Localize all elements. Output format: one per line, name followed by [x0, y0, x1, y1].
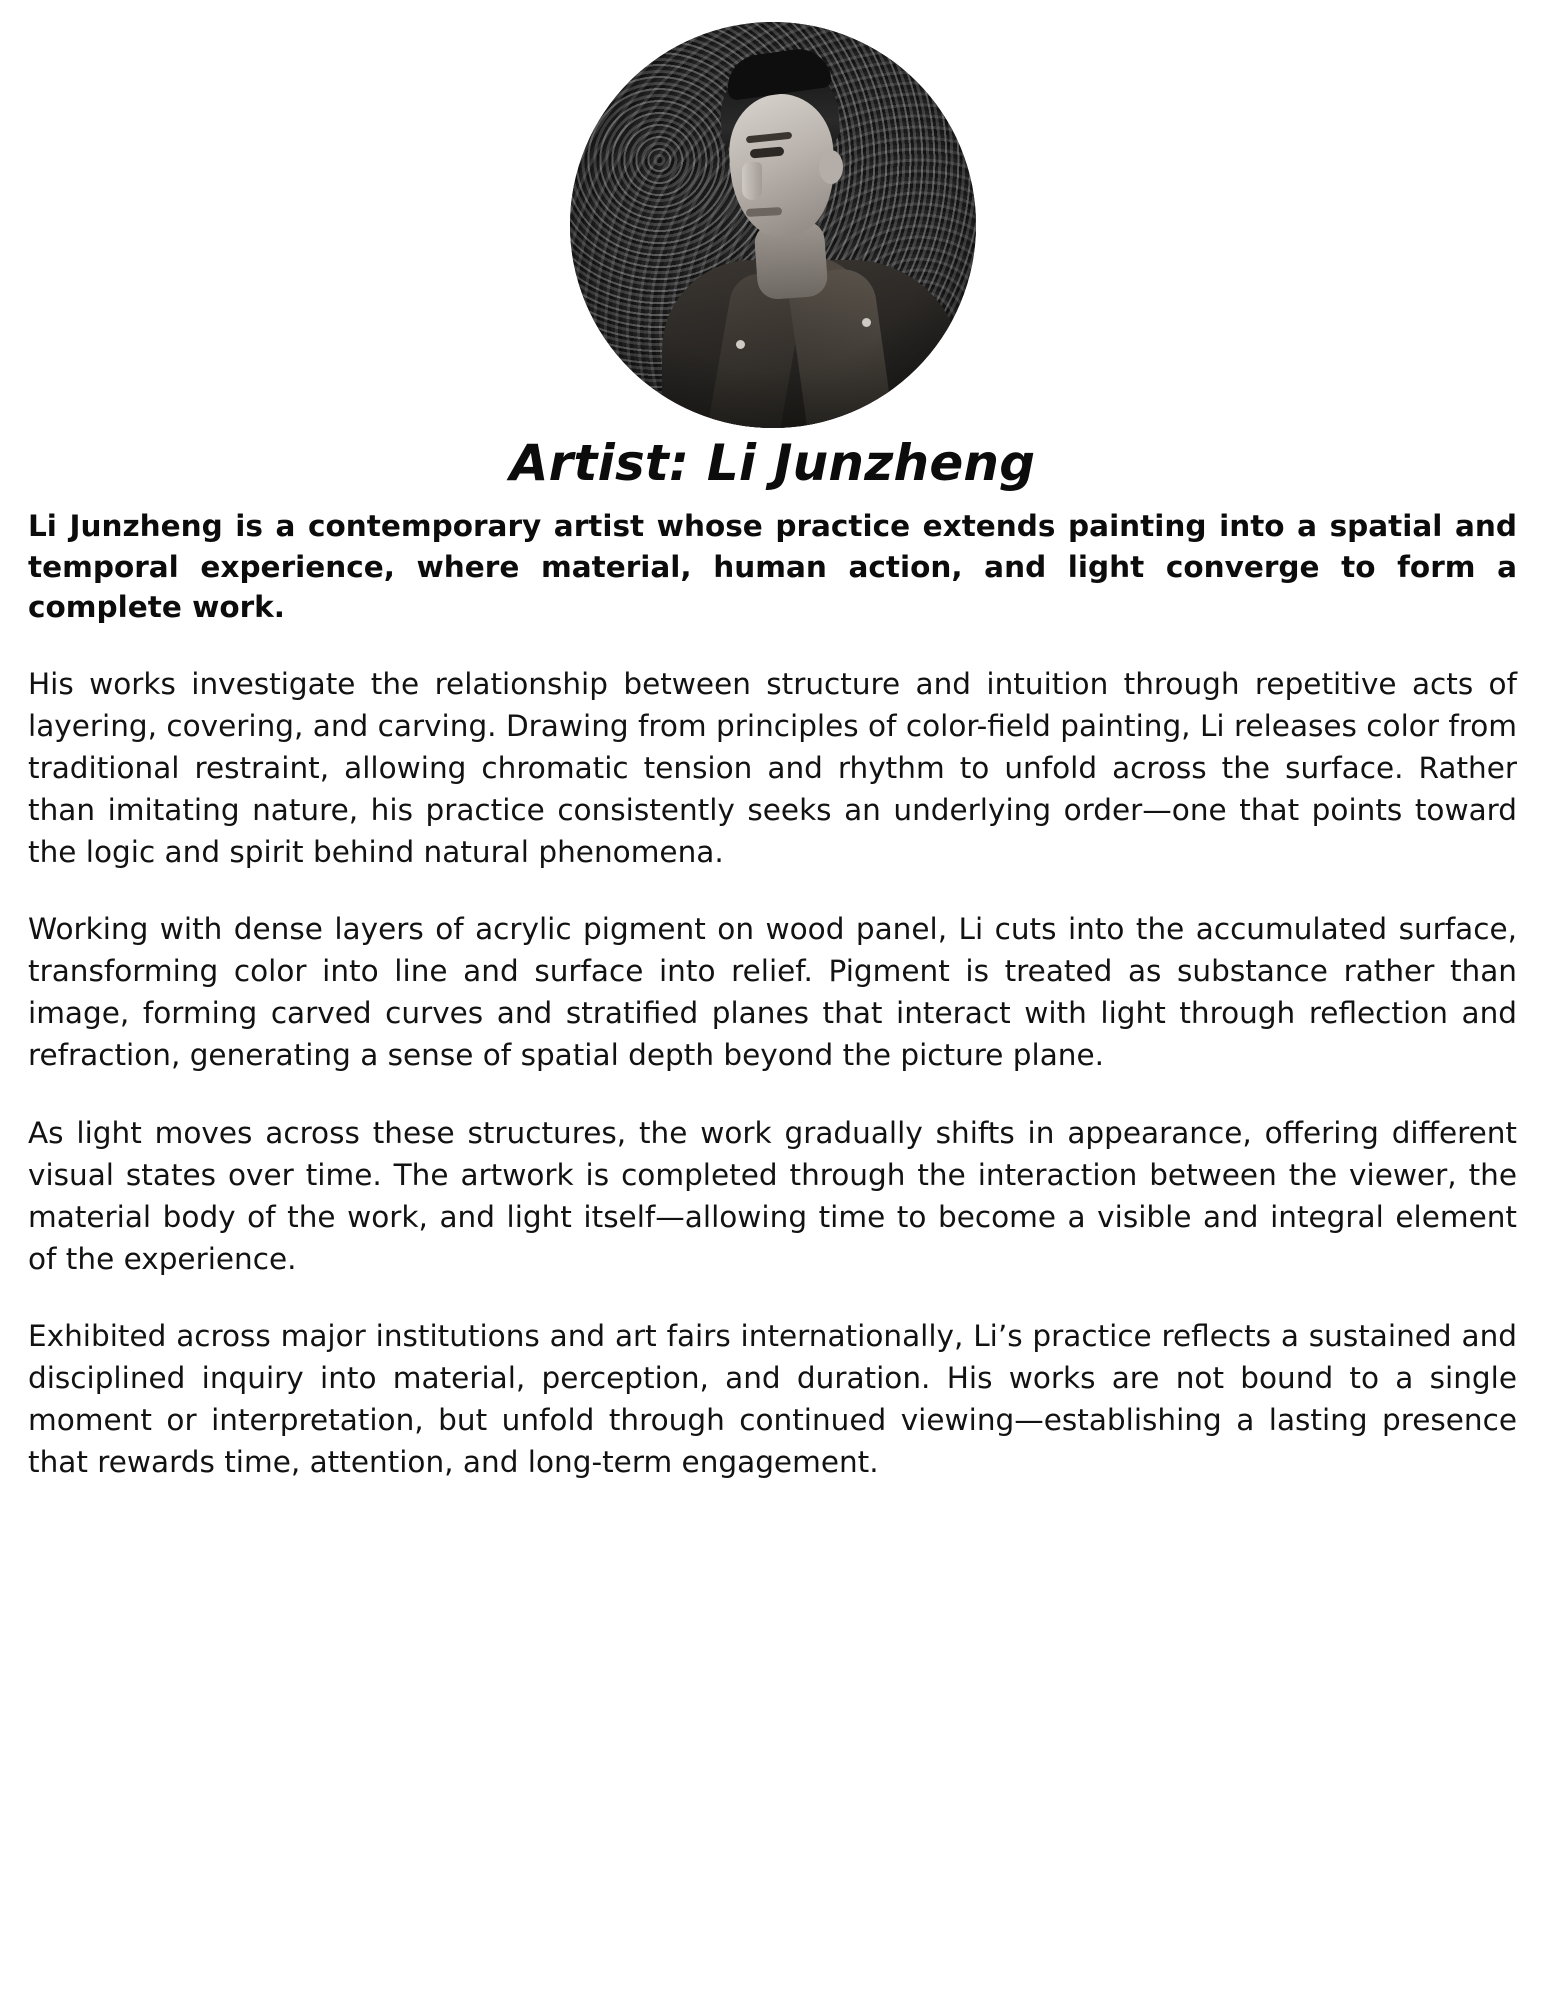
- lead-paragraph: Li Junzheng is a contemporary artist whose practice extends painting into a spatial and temporal experience, where material, human action, and light converge to form a complete work.: [28, 509, 1517, 625]
- body-paragraph-3: As light moves across these structures, the work gradually shifts in appearance, offering different visual states over time. The artwork is completed through the interaction between the viewer, the material body of the work, and light itself—allowing time to become a visible and integral element of the experience.: [28, 1115, 1517, 1276]
- body-paragraph-1: His works investigate the relationship between structure and intuition through repetitive acts of layering, covering, and carving. Drawing from principles of color-field painting, Li releases color from traditional restraint, allowing chromatic tension and rhythm to unfold across the surface. Rather than imitating nature, his practice consistently seeks an underlying order—one that points toward the logic and spirit behind natural phenomena.: [28, 667, 1517, 869]
- portrait-vignette: [570, 22, 976, 428]
- portrait-container: [28, 22, 1517, 428]
- body-paragraph-2: Working with dense layers of acrylic pigment on wood panel, Li cuts into the accumulated surface, transforming color into line and surface into relief. Pigment is treated as substance rather than image, forming carved curves and stratified planes that interact with light through reflection and refraction, generating a sense of spatial depth beyond the picture plane.: [28, 912, 1517, 1073]
- artist-portrait-image: [570, 22, 976, 428]
- body-paragraph-4: Exhibited across major institutions and art fairs internationally, Li’s practice reflects a sustained and disciplined inquiry into material, perception, and duration. His works are not bound to a single moment or interpretation, but unfold through continued viewing—establishing a lasting presence that rewards time, attention, and long-term engagement.: [28, 1319, 1517, 1480]
- page-title: Artist: Li Junzheng: [509, 434, 1036, 492]
